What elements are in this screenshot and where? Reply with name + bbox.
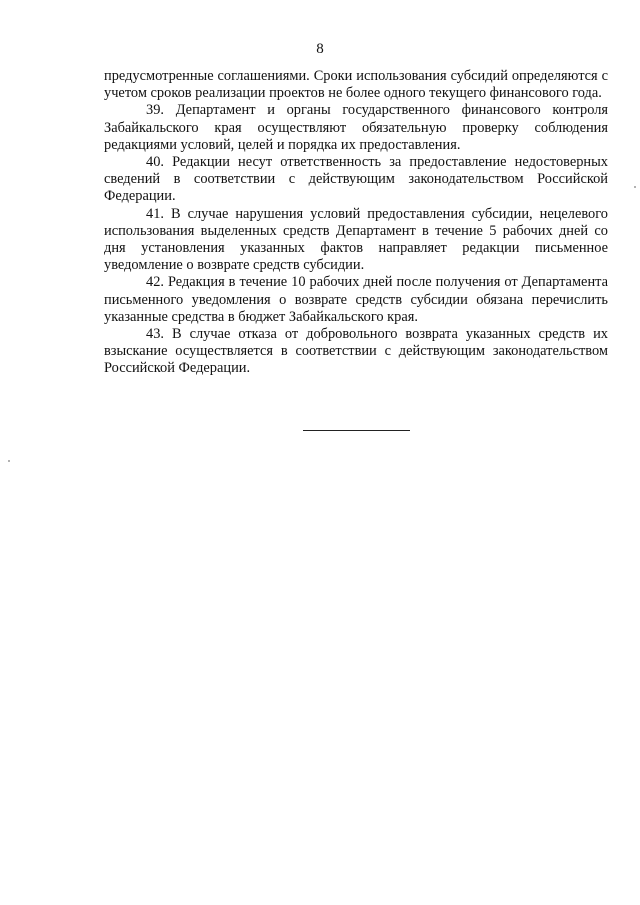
paragraph-continuation: предусмотренные соглашениями. Сроки использования субсидий определяются с учетом сроков реализации проектов не более одного текущего финансового года. (104, 68, 608, 102)
paragraph-40: 40. Редакции несут ответственность за предоставление недостоверных сведений в соответствии с действующим законодательством Российской Федерации. (104, 154, 608, 205)
scan-speck-right (634, 186, 636, 188)
end-separator-line (303, 430, 410, 431)
page-number: 8 (316, 41, 324, 57)
document-body (104, 68, 608, 378)
paragraph-42: 42. Редакция в течение 10 рабочих дней после получения от Департамента письменного уведомления о возврате средств субсидии обязана перечислить указанные средства в бюджет Забайкальского края. (104, 274, 608, 325)
paragraph-41: 41. В случае нарушения условий предоставления субсидии, нецелевого использования выделенных средств Департамент в течение 5 рабочих дней со дня установления указанных фактов направляет редакции письменное уведомление о возврате средств субсидии. (104, 205, 608, 274)
paragraph-39: 39. Департамент и органы государственного финансового контроля Забайкальского края осуществляют обязательную проверку соблюдения редакциями условий, целей и порядка их предоставления. (104, 102, 608, 153)
paragraph-43: 43. В случае отказа от добровольного возврата указанных средств их взыскание осуществляется в соответствии с действующим законодательством Российской Федерации. (104, 326, 608, 377)
scan-speck-left (8, 460, 10, 462)
